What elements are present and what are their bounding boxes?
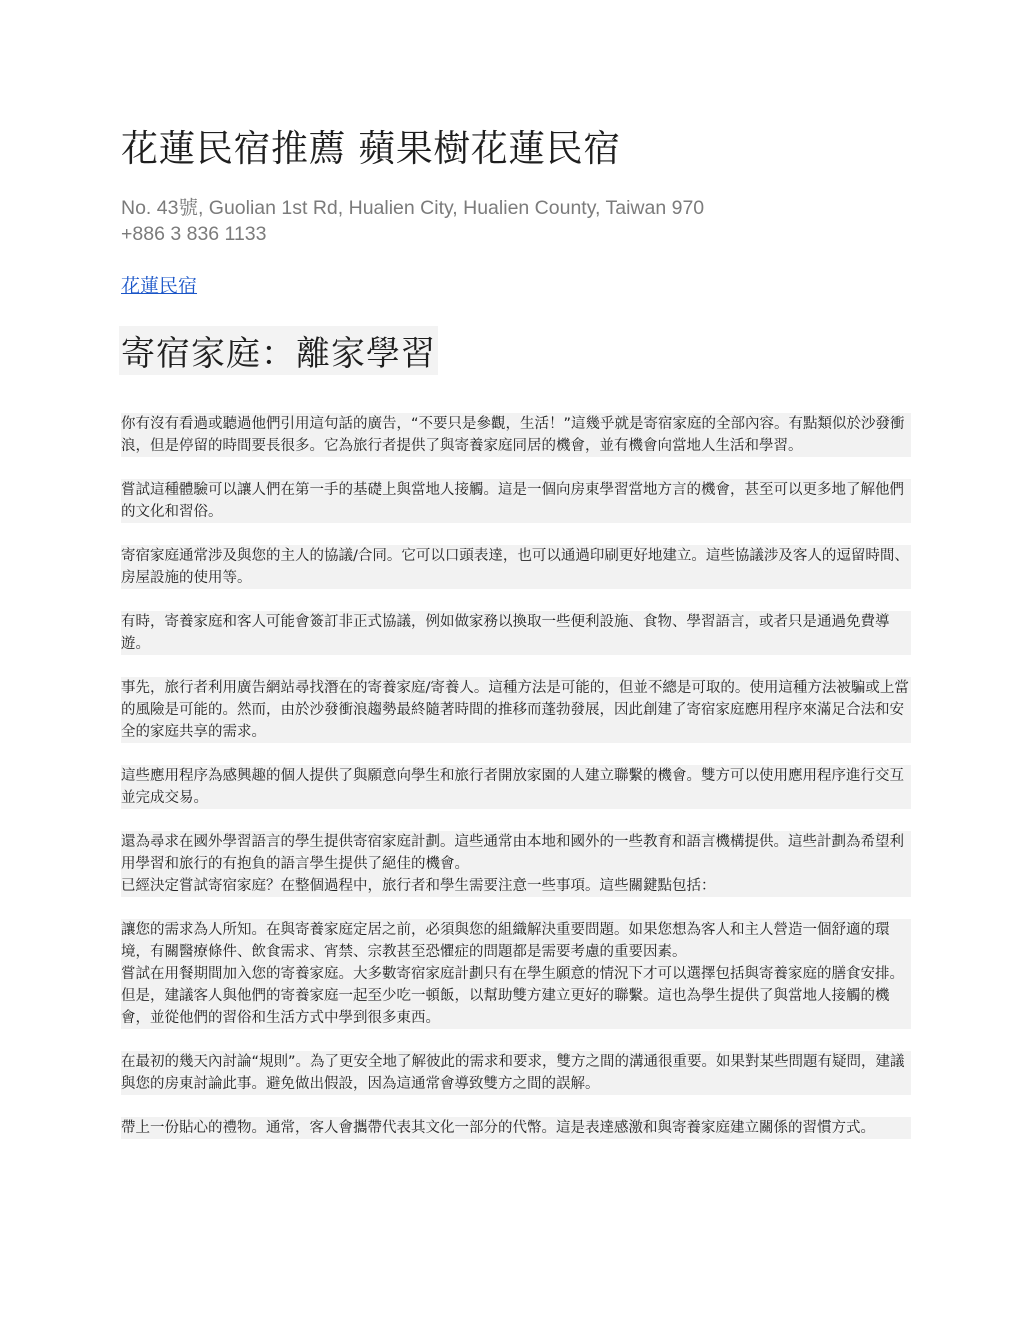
article-paragraph-10: 嘗試在用餐期間加入您的寄養家庭。大多數寄宿家庭計劃只有在學生願意的情況下才可以選擇包括與寄養家庭的膳食安排。但是，建議客人與他們的寄養家庭一起至少吃一頓飯，以幫助雙方建立更好的聯繫。這也為學生提供了與當地人接觸的機會，並從他們的習俗和生活方式中學到很多東西。 (121, 963, 911, 1029)
contact-block (121, 195, 704, 247)
article-paragraph-6: 這些應用程序為感興趣的個人提供了與願意向學生和旅行者開放家園的人建立聯繫的機會。雙方可以使用應用程序進行交互並完成交易。 (121, 765, 911, 809)
article-paragraph-9: 讓您的需求為人所知。在與寄養家庭定居之前，必須與您的組織解決重要問題。如果您想為客人和主人營造一個舒適的環境，有關醫療條件、飲食需求、宵禁、宗教甚至恐懼症的問題都是需要考慮的重要因素。 (121, 919, 911, 963)
article-body (121, 413, 911, 1139)
article-paragraph-4: 有時，寄養家庭和客人可能會簽訂非正式協議，例如做家務以換取一些便利設施、食物、學習語言，或者只是通過免費導遊。 (121, 611, 911, 655)
article-paragraph-1: 你有沒有看過或聽過他們引用這句話的廣告，“不要只是參觀，生活！”這幾乎就是寄宿家庭的全部內容。有點類似於沙發衝浪，但是停留的時間要長很多。它為旅行者提供了與寄養家庭同居的機會，並有機會向當地人生活和學習。 (121, 413, 911, 457)
article-paragraph-11: 在最初的幾天內討論“規則”。為了更安全地了解彼此的需求和要求，雙方之間的溝通很重要。如果對某些問題有疑問，建議與您的房東討論此事。避免做出假設，因為這通常會導致雙方之間的誤解。 (121, 1051, 911, 1095)
hotel-link[interactable]: 花蓮民宿 (121, 275, 198, 297)
article-paragraph-7: 還為尋求在國外學習語言的學生提供寄宿家庭計劃。這些通常由本地和國外的一些教育和語言機構提供。這些計劃為希望利用學習和旅行的有抱負的語言學生提供了絕佳的機會。 (121, 831, 911, 875)
address-text: No. 43號, Guolian 1st Rd, Hualien City, Hualien County, Taiwan 970 (121, 197, 705, 219)
page-title: 花蓮民宿推薦 蘋果樹花蓮民宿 (121, 127, 621, 170)
article-paragraph-3: 寄宿家庭通常涉及與您的主人的協議/合同。它可以口頭表達，也可以通過印刷更好地建立。這些協議涉及客人的逗留時間、房屋設施的使用等。 (121, 545, 911, 589)
phone-text: +886 3 836 1133 (121, 223, 267, 245)
article-paragraph-5: 事先，旅行者利用廣告網站尋找潛在的寄養家庭/寄養人。這種方法是可能的，但並不總是可取的。使用這種方法被騙或上當的風險是可能的。然而，由於沙發衝浪趨勢最終隨著時間的推移而蓬勃發展，因此創建了寄宿家庭應用程序來滿足合法和安全的家庭共享的需求。 (121, 677, 911, 743)
article-heading: 寄宿家庭：離家學習 (119, 326, 438, 375)
article-paragraph-12: 帶上一份貼心的禮物。通常，客人會攜帶代表其文化一部分的代幣。這是表達感激和與寄養家庭建立關係的習慣方式。 (121, 1117, 911, 1139)
article-paragraph-8: 已經決定嘗試寄宿家庭？在整個過程中，旅行者和學生需要注意一些事項。這些關鍵點包括： (121, 875, 911, 897)
article-paragraph-2: 嘗試這種體驗可以讓人們在第一手的基礎上與當地人接觸。這是一個向房東學習當地方言的機會，甚至可以更多地了解他們的文化和習俗。 (121, 479, 911, 523)
